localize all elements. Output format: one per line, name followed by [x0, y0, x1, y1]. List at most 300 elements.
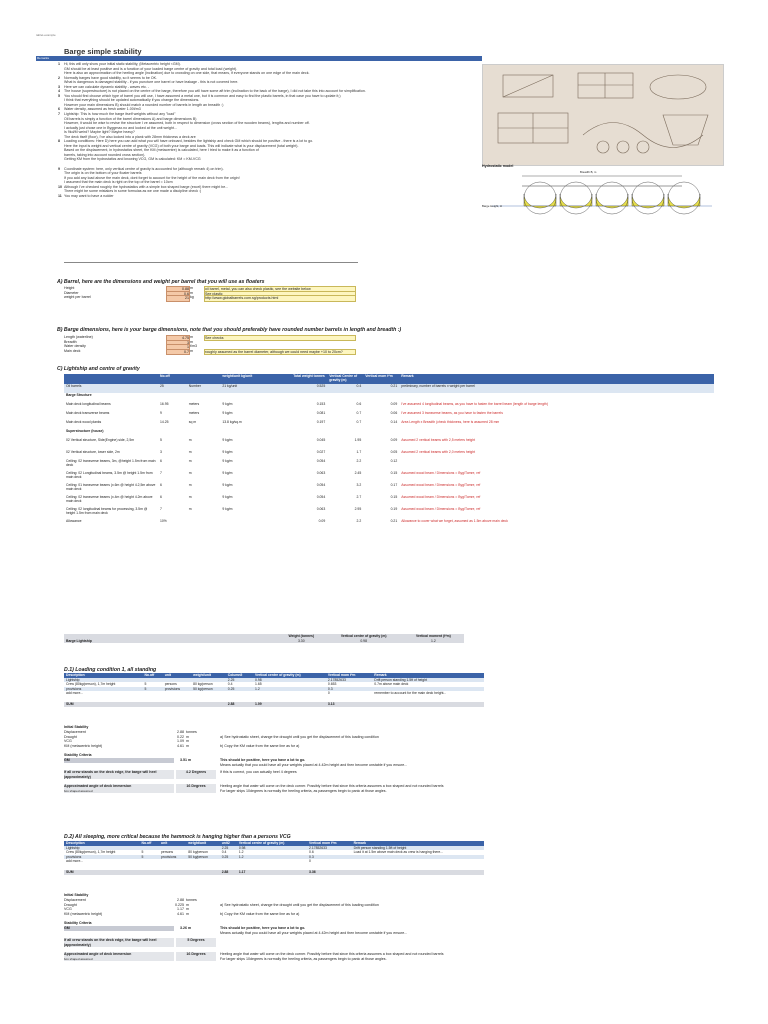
table-cell: 02 Vertical structure, Side(Engine) side, 2,5m	[66, 438, 135, 442]
table-cell: Load it at 1.5m above main deck as crew is hanging there...	[353, 850, 444, 855]
table-cell: 0.98	[237, 846, 307, 851]
table-cell: sq m	[188, 420, 197, 424]
column-header: Vertical mom t*m	[307, 841, 352, 846]
table-cell: 5	[142, 687, 162, 692]
table-cell: provisions	[159, 855, 186, 860]
table-cell: add more...	[66, 691, 84, 696]
param-label: Breadth	[64, 339, 77, 344]
column-header: Vertical centre of gravity (m)	[237, 841, 307, 846]
summary-value: 3.30	[278, 639, 325, 644]
table-cell: Superstructure (house)	[66, 429, 104, 433]
column-header: Vertical mom t*m	[363, 374, 399, 384]
table-cell: m	[188, 495, 192, 499]
total-cell: 2.88	[220, 870, 237, 875]
table-cell: 9 kg/m	[222, 438, 233, 442]
table-cell: 0.05	[390, 450, 398, 454]
note-text: If you add any load above the main deck, dont forget to account for the height of the main deck from the origin!	[64, 175, 240, 180]
note-text: Although I've checked roughly the hydrostatics with a simple box shaped barge (excel) there might be...	[64, 184, 229, 189]
table-cell: 9 kg/m	[222, 411, 233, 415]
table-cell: 80 kg/person	[193, 682, 213, 687]
column-header: unit	[159, 841, 186, 846]
gm-label: GM	[64, 758, 174, 763]
table-cell: 1.2	[238, 850, 244, 855]
summary-header: Vertical moment (t*m)	[403, 634, 464, 639]
table-cell: Area Length x Breadth (check thickness, here is assumed 28 mm	[401, 420, 500, 424]
table-cell: 5	[160, 438, 162, 442]
gm-value: 3.26 m	[180, 926, 192, 931]
column-header: Remark	[399, 374, 714, 384]
table-cell: 0.21	[363, 384, 399, 393]
stability-note: a) See hydrostatic sheet, change the draught until you get the displacement of this loading condition	[220, 734, 379, 739]
table-cell: 2.17852633	[307, 846, 352, 851]
table-cell: 0.653	[327, 682, 337, 687]
table-cell: 9 kg/m	[222, 483, 233, 487]
loading-table	[64, 673, 484, 707]
param-label: Length (waterline)	[64, 335, 93, 339]
table-cell: 0.081	[316, 411, 326, 415]
lightship-summary	[64, 634, 464, 643]
param-unit: m	[190, 335, 193, 339]
criteria-title: Stability Criteria	[64, 753, 92, 758]
table-cell: Ceiling: 02 transverse beams (x.4m @ height 4.2m above main deck	[66, 495, 153, 503]
stability-note: a) See hydrostatic sheet, change the draught until you get the displacement of this loading condition	[220, 902, 379, 907]
table-row	[64, 507, 714, 519]
param-value: 0.88	[166, 286, 190, 292]
table-cell: 0.21	[390, 519, 398, 523]
gm-label: GM	[64, 926, 174, 931]
column-header: No.off	[140, 841, 160, 846]
table-cell: 2.2	[356, 459, 362, 463]
table-row	[64, 438, 714, 450]
table-cell: 0.153	[316, 402, 326, 406]
stability-key: KM (metacentric height)	[64, 743, 103, 748]
table-cell: 0.054	[316, 483, 326, 487]
stability-key: Displacement	[64, 730, 86, 734]
note-text: The deck itself (floor), I've also looked into a plank with 28mm thickness a deck are	[64, 134, 196, 139]
table-cell: provisions	[64, 855, 140, 860]
param-note: roughly assumed as the barrel diameter, although we could need maybe +10 to 20cm?	[204, 349, 356, 355]
table-row	[64, 402, 714, 411]
table-cell: Drift person standing 1.5ft of height	[352, 846, 484, 851]
table-cell: Assumed wood beam / Dimensions = Byg/Tomre, ref	[401, 495, 481, 499]
table-cell	[220, 393, 291, 402]
section-a-title: A) Barrel, here are the dimensions and weight per barrel that you will use as floaters	[57, 279, 265, 285]
note-number: 5	[58, 93, 60, 98]
column-header: Vertical centre of gravity (m)	[253, 673, 326, 678]
table-cell: 0.197	[316, 420, 326, 424]
param-note: See checks	[204, 335, 356, 341]
table-cell: 0.14	[390, 420, 398, 424]
table-cell: 0.6	[309, 850, 314, 855]
table-cell: 0.7	[356, 411, 362, 415]
note-text: What is dangerous is damaged stability - if you puncture one barrel or have leakage - this is not covered here.	[64, 80, 239, 85]
column-header: weight/unit kg/unit	[220, 374, 291, 384]
table-cell: 5	[140, 855, 160, 860]
total-cell: 3.36	[307, 870, 352, 875]
column-header: Description	[64, 841, 140, 846]
param-value: 21	[166, 295, 190, 301]
table-cell: 0.7m above main deck	[374, 682, 409, 687]
table-cell: 3	[160, 450, 162, 454]
stability-unit: m	[186, 739, 189, 744]
table-cell: 0.525	[291, 384, 327, 393]
table-cell: 0.063	[316, 507, 326, 511]
table-cell: 21 kg/unit	[220, 384, 291, 393]
table-cell: 50 kg/person	[191, 687, 226, 692]
table-cell: 9 kg/m	[222, 459, 233, 463]
table-cell: Assumed 2 vertical beams with 2,0 meters height	[401, 450, 476, 454]
sheet-name: tablet-example	[36, 33, 56, 37]
lightship-table	[64, 374, 714, 528]
criteria-title: Stability Criteria	[64, 921, 92, 926]
table-cell: 1.2	[253, 687, 326, 692]
note-text: barrels, taking into account rounded cross section).	[64, 152, 146, 157]
note-number: 10	[58, 184, 62, 189]
table-cell	[186, 859, 219, 864]
table-row	[64, 420, 714, 429]
table-cell: m	[188, 507, 192, 511]
table-cell: 2.7	[356, 495, 362, 499]
table-cell: Assumed 2 vertical beams with 2,5 meters height	[401, 438, 476, 442]
note-number: 8	[58, 139, 60, 144]
table-cell: 0	[309, 859, 311, 864]
heel-value: 4.2 Degrees	[176, 770, 216, 779]
table-cell: 50 kg/person	[186, 855, 219, 860]
column-header	[187, 374, 221, 384]
table-cell: 9 kg/m	[222, 402, 233, 406]
param-value: 3	[166, 340, 190, 346]
table-row	[64, 429, 714, 438]
immersion-label: Approximated angle of deck immersion	[64, 784, 174, 789]
table-cell	[291, 429, 327, 438]
table-row	[64, 411, 714, 420]
section-c-title: C) Lightship and centre of gravity	[57, 366, 140, 372]
column-header: Total weight tonnes	[291, 374, 327, 384]
table-cell: 9	[160, 411, 162, 415]
table-cell: Main deck transverse beams	[66, 411, 110, 415]
hydro-height-label: Barge Height, H	[482, 204, 502, 208]
table-row	[64, 483, 714, 495]
param-note: http://www.globalbarrels.com.sg/products.html	[204, 295, 356, 301]
table-cell: 0.4	[327, 384, 363, 393]
table-cell: 0.15	[390, 471, 398, 475]
total-cell	[140, 870, 160, 875]
param-label: Water density	[64, 344, 86, 349]
table-cell: 0	[327, 691, 330, 696]
gm-note: Means actually that you could have all your weights placed at 4.42m height and then become unstable if you ensure...	[220, 931, 408, 935]
table-cell: Ceiling: 02 transverse beams, 3m, @height 1.5m from main deck	[66, 459, 156, 467]
column-header: Description	[64, 673, 142, 678]
param-note: See plastic	[204, 291, 356, 297]
table-cell: 0.17	[390, 483, 398, 487]
table-cell: Main deck wood planks	[66, 420, 102, 424]
param-label: Main deck	[64, 349, 81, 354]
column-header: weight/unit	[191, 673, 226, 678]
note-text: Is 9kd/M weird? Maybe light? Maybe heavy?	[64, 130, 135, 135]
table-row	[64, 459, 714, 471]
stability-key: Displacement	[64, 898, 86, 902]
table-cell: provisions	[64, 687, 142, 692]
table-cell: Ceiling: 02 Longitudinal beams, 3.5m @ height 1.5m from main deck	[66, 471, 153, 479]
stability-value: 2.88	[177, 730, 184, 734]
column-header: Vertical mom t*m	[326, 673, 372, 678]
table-cell: Drift person standing 1.5ft of height	[372, 678, 484, 683]
note-text: There might be some mistakes in some formulas as we one made a discipline check :)	[64, 189, 202, 194]
param-unit: m	[190, 339, 193, 344]
table-cell: m	[188, 471, 192, 475]
param-label: Height	[64, 286, 75, 290]
table-cell	[187, 393, 221, 402]
note-text: Here we can calculate dynamic stability - waves etc. -	[64, 84, 150, 89]
total-cell: 1.09	[253, 702, 326, 707]
immersion-note: For larger ships 10degrees is normally the heeling criteria, as passengers begin to panic at those angles.	[220, 789, 387, 793]
hydro-breadth-label: Breadth B, m	[580, 170, 597, 174]
note-number: 1	[58, 62, 60, 66]
stability-unit: m	[186, 734, 189, 739]
table-cell: 0.12	[390, 459, 398, 463]
stability-key: VCG	[64, 907, 72, 912]
table-cell	[220, 519, 291, 528]
param-note: oil barrel, metal, you can also check plastic, see the website below	[204, 286, 356, 292]
note-text: Here the input is weight and vertical centre of gravity (VCG) of both your barge and loads. This will indicate what is your displacement (total weight).	[64, 143, 299, 148]
note-text: I assumed that the main deck is right on the top of the barrel = 10cm	[64, 180, 173, 185]
total-cell	[372, 702, 484, 707]
heel-label: If all crew stands on the deck edge, the barge will heel (approximately)	[64, 938, 174, 947]
table-cell: 2.17852633	[326, 678, 372, 683]
immersion-value: 16 Degrees	[176, 952, 216, 961]
column-header: Vertical Centre of gravity (m)	[327, 374, 363, 384]
table-cell: 9 kg/m	[222, 495, 233, 499]
param-value: 4.75	[166, 335, 190, 341]
table-cell: 1.95	[354, 438, 362, 442]
table-cell: m	[188, 459, 192, 463]
table-cell: 0.3	[307, 855, 352, 860]
note-text: Loading conditions: Here D) here you can add what you will have onboard, besides the lightship and check GM which should be positive - there is a lot to go.	[64, 139, 314, 144]
table-cell	[140, 859, 160, 864]
table-cell: 6	[160, 483, 162, 487]
table-cell: 5	[144, 682, 147, 687]
total-cell: SUM	[64, 702, 142, 707]
table-cell: Barge Structure	[66, 393, 92, 397]
table-cell: 0.045	[316, 438, 326, 442]
table-cell: 1.7	[356, 450, 362, 454]
table-cell: 0.09	[390, 438, 398, 442]
sketch-drawing-icon	[483, 65, 723, 165]
table-cell: Lightship	[64, 678, 142, 683]
summary-row	[64, 639, 464, 644]
table-cell: Assumed wood beam / Dimensions = Byg/Tomre, ref	[401, 507, 481, 511]
table-cell: 0.054	[316, 495, 326, 499]
stability-value: 0.22	[177, 734, 184, 739]
note-text: I actually just chose one in Byggmax.no and looked at the unit weight...	[64, 125, 177, 130]
table-cell: Ceiling: 01 transverse beams (x.6m @ height 4.2,5m above main deck	[66, 483, 156, 491]
section-b-title: B) Barge dimensions, here is your barge dimensions, note that you should preferably have rounded number barrels in length and breadth :)	[57, 327, 402, 333]
table-cell	[291, 393, 327, 402]
stability-value: 1.17	[177, 907, 184, 912]
table-header-row	[64, 374, 714, 384]
page-title: Barge simple stability	[64, 47, 142, 56]
table-cell: 6	[160, 495, 162, 499]
immersion-value: 16 Degrees	[176, 784, 216, 793]
table-cell: 0.09	[390, 402, 398, 406]
note-text: I think that everything should be updated automatically if you change the dimensions.	[64, 98, 200, 103]
column-header: No.off	[158, 374, 187, 384]
stability-note: b) Copy the KM value from the same line as for a)	[220, 911, 300, 916]
table-cell	[158, 429, 187, 438]
stability-unit: tonnes	[186, 730, 197, 734]
total-cell: 2.88	[226, 702, 253, 707]
section-divider	[64, 262, 358, 263]
total-cell	[352, 870, 484, 875]
table-cell: 02 Vertical structure, lower side, 2m	[66, 450, 120, 454]
stability-key: Draught	[64, 902, 77, 907]
table-cell: Assumed wood beam / Dimensions = Byg/Tomre, ref	[401, 483, 481, 487]
table-cell	[399, 429, 714, 438]
table-cell: Ceiling: 02 longitudinal beams for processing, 3.5m @ height 1.5m from main deck	[66, 507, 148, 515]
note-number: 2	[58, 75, 60, 80]
total-row	[64, 870, 484, 875]
table-cell: 0.98	[253, 678, 326, 683]
table-row	[64, 450, 714, 459]
table-cell	[363, 393, 399, 402]
sketch-photo	[482, 64, 724, 166]
stability-key: KM (metacentric height)	[64, 911, 103, 916]
note-text: However, it would be wise to revise the structure I ve assumed, both in respect to dimension (cross section of the wooden beams), lengths and number off.	[64, 121, 310, 126]
table-row	[64, 471, 714, 483]
table-cell: Allowance	[66, 519, 82, 523]
table-cell: 2.25	[220, 846, 237, 851]
total-cell	[191, 702, 226, 707]
stability-unit: m	[186, 902, 189, 907]
note-number: 7	[58, 112, 60, 117]
total-cell: 1.17	[237, 870, 307, 875]
table-cell: add more...	[66, 859, 84, 864]
table-cell: 1.65	[255, 682, 262, 687]
table-cell: 14.25	[160, 420, 169, 424]
table-row	[64, 393, 714, 402]
table-cell: m	[188, 483, 192, 487]
column-header: Remark	[352, 841, 484, 846]
hydrostatic-model-diagram	[482, 164, 722, 244]
table-cell	[159, 859, 186, 864]
immersion-sub: box shaped assumed	[64, 789, 174, 794]
total-cell	[142, 702, 162, 707]
param-value: 0.6	[166, 291, 190, 297]
table-cell	[191, 691, 226, 696]
summary-header: Vertical centre of gravity (m)	[325, 634, 403, 639]
table-cell: 0.19	[390, 507, 398, 511]
heel-note: If this is correct, you can actually heel 4 degrees	[220, 770, 297, 775]
table-cell: Number	[187, 384, 221, 393]
table-row	[64, 495, 714, 507]
param-value: 0.7	[166, 349, 190, 355]
note-text: Hi, this will only show your initial static stability, (Metacentric height <GM).	[64, 62, 181, 66]
summary-value: 0.98	[325, 639, 403, 644]
table-cell: 0.06	[390, 411, 398, 415]
param-label: weight per barrel	[64, 295, 91, 300]
table-cell: 2.95	[354, 507, 362, 511]
remarks-label: Remarks	[37, 56, 50, 60]
table-cell: Crew (80kg/person), 1,7m height	[66, 850, 116, 855]
table-cell: persons	[161, 850, 174, 855]
table-cell: 1.2	[237, 855, 307, 860]
table-cell	[163, 691, 191, 696]
table-cell: 2.2	[356, 519, 362, 523]
note-text: Lightship: This is how much the barge itself weights without any "load"	[64, 112, 176, 117]
note-text: Based on the displacement, in hydrostatics sheet, the KM (metacentre) is calculated, here I tried to make it as a function of	[64, 148, 259, 153]
immersion-note: Heeling angle that water will come on the deck corner. Possibly before that since this criteria assumes a box shaped and not rounded barrels	[220, 952, 444, 957]
stability-key: Draught	[64, 734, 77, 739]
table-cell: remember to account for the main deck height...	[374, 691, 447, 696]
table-cell: Oil barrels	[64, 384, 158, 393]
table-cell: Lightship	[64, 846, 140, 851]
stability-title: Initial Stability	[64, 893, 89, 897]
table-cell: 7	[160, 471, 162, 475]
table-cell	[237, 859, 307, 864]
barge-section-icon	[482, 164, 722, 244]
immersion-label: Approximated angle of deck immersion	[64, 952, 174, 957]
note-text: GM should be at least positive and is a function of your loaded barge centre of gravity and total load (weight).	[64, 66, 238, 71]
column-header: weight/unit	[186, 841, 219, 846]
stability-value: 4.61	[177, 911, 184, 916]
table-cell: m	[188, 450, 192, 454]
table-cell: Crew (80kg/person), 1,7m height	[66, 682, 116, 687]
table-cell: m	[188, 438, 192, 442]
note-number: 9	[58, 166, 60, 171]
table-cell	[399, 393, 714, 402]
table-cell: 0.09	[318, 519, 326, 523]
stability-key: VCG	[64, 739, 72, 744]
stability-unit: tonnes	[186, 898, 197, 902]
table-cell: 6	[160, 459, 162, 463]
stability-value: 4.61	[177, 743, 184, 748]
stability-unit: m	[186, 911, 189, 916]
table-cell: Allowance to cover what we forget, assumed as 1.5m above main deck	[401, 519, 508, 523]
note-number: 4	[58, 89, 60, 94]
table-cell	[220, 429, 291, 438]
table-cell	[352, 859, 484, 864]
table-cell: 80 kg/person	[188, 850, 208, 855]
note-text: Getting KM from the hydrostatics and knowing VCG, GM is calculated: KM = KM-VCG	[64, 157, 201, 162]
total-cell: SUM	[64, 870, 140, 875]
table-cell: Assumed wood beam / Dimensions = Byg/Tomre, ref	[401, 471, 481, 475]
note-number: 11	[58, 193, 62, 198]
table-cell: 9 kg/m	[222, 471, 233, 475]
param-unit: m	[190, 349, 193, 354]
param-unit: m	[190, 286, 193, 290]
table-cell: Main deck longitudinal beams	[66, 402, 111, 406]
table-cell: 2.25	[226, 678, 253, 683]
table-cell: meters	[188, 411, 200, 415]
note-text: Coordinate system: here, only vertical centre of gravity is accounted for (although remark 4) on trim).	[64, 166, 224, 171]
note-text: The origin is on the bottom of your floater barrels	[64, 171, 142, 176]
param-value: 1	[166, 344, 190, 350]
stability-unit: m	[186, 743, 189, 748]
table-cell: 13.8 kg/sq.m	[222, 420, 242, 424]
note-number: 6	[58, 107, 60, 112]
table-row	[64, 384, 714, 393]
table-cell: 0.063	[316, 471, 326, 475]
total-cell	[186, 870, 219, 875]
param-unit: kg	[190, 295, 194, 300]
table-cell: 7	[160, 507, 162, 511]
stability-note: b) Copy the KM value from the same line as for a)	[220, 743, 300, 748]
d2-title: D.2) All sleeping, more critical because the hammock is hanging higher than a persons VCG	[64, 834, 291, 840]
gm-note: Means actually that you could have all your weights placed at 4.42m height and then become unstable if you ensure...	[220, 763, 408, 767]
column-header: unit	[163, 673, 191, 678]
column-header: No.off	[142, 673, 162, 678]
d1-title: D.1) Loading condition 1, all standing	[64, 667, 157, 673]
